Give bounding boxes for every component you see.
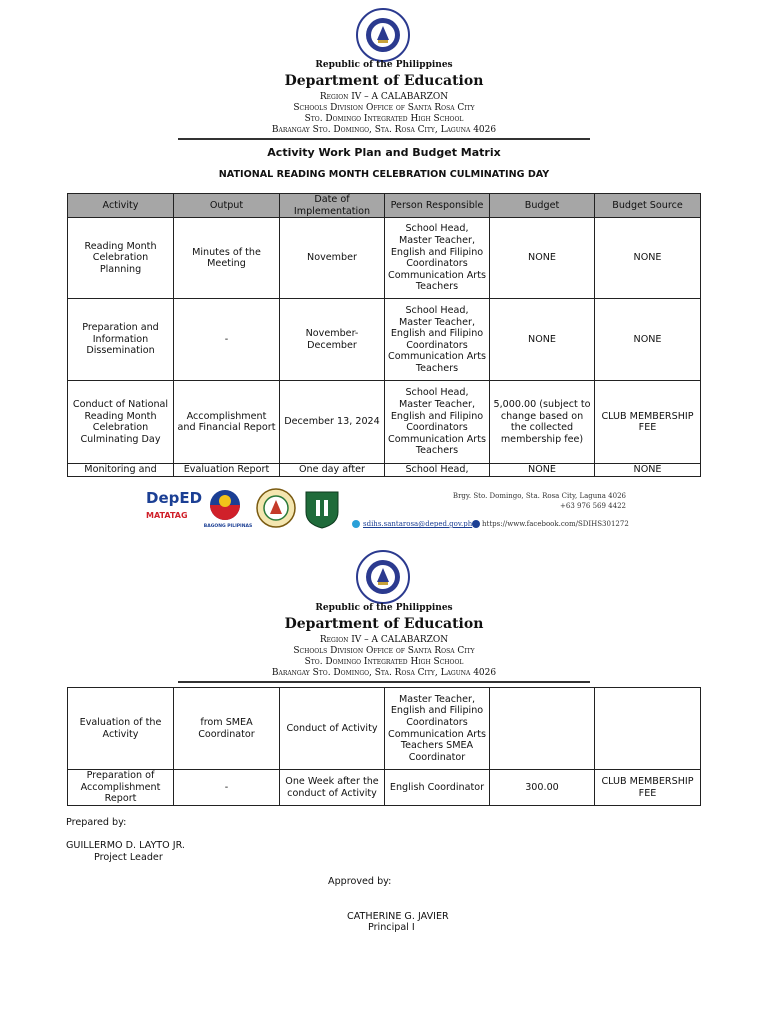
table-row [68,381,701,464]
table-cell: School Head, Master Teacher, English and Filipino Coordinators Communication Arts Teachers [385,299,490,381]
prepared-by-role: Project Leader [94,852,163,863]
table-cell [595,688,701,770]
table-row [68,218,701,299]
table-cell: Monitoring and [68,464,174,477]
doc-subtitle: NATIONAL READING MONTH CELEBRATION CULMINATING DAY [218,169,550,180]
table-cell: Preparation and Information Dissemination [68,299,174,381]
table-cell: December 13, 2024 [280,381,385,464]
budget-matrix-table [67,193,701,477]
table-cell: - [174,299,280,381]
table-cell: Preparation of Accomplishment Report [68,770,174,806]
table-cell: Conduct of National Reading Month Celebration Culminating Day [68,381,174,464]
table-cell: NONE [490,299,595,381]
table-cell: CLUB MEMBERSHIP FEE [595,770,701,806]
approved-by-role: Principal I [368,922,415,933]
deped-logo-text: DepED [146,489,203,507]
table-cell: NONE [595,299,701,381]
col-header-person: Person Responsible [385,194,490,218]
region-line: Region IV – A CALABARZON [319,92,449,102]
table-cell: NONE [490,464,595,477]
table-cell: Minutes of the Meeting [174,218,280,299]
republic-line: Republic of the Philippines [315,603,453,613]
table-cell: November [280,218,385,299]
school-line: Sto. Domingo Integrated High School [304,114,464,124]
table-cell: Conduct of Activity [280,688,385,770]
address-line: Barangay Sto. Domingo, Sta. Rosa City, Laguna 4026 [271,125,497,135]
table-header-row [68,194,701,218]
region-line: Region IV – A CALABARZON [319,635,449,645]
table-cell: November-December [280,299,385,381]
department-line: Department of Education [284,616,484,632]
bagong-pilipinas-icon [206,487,244,523]
table-cell: School Head, Master Teacher, English and Filipino Coordinators Communication Arts Teachers [385,381,490,464]
table-cell [490,688,595,770]
deped-seal-icon [356,8,410,62]
table-cell: School Head, [385,464,490,477]
table-cell: NONE [595,218,701,299]
table-cell: Evaluation of the Activity [68,688,174,770]
table-cell: from SMEA Coordinator [174,688,280,770]
deped-logo [146,489,203,507]
table-cell: NONE [595,464,701,477]
table-cell: Master Teacher, English and Filipino Coordinators Communication Arts Teachers SMEA Coordinator [385,688,490,770]
department-line: Department of Education [284,73,484,89]
division-line: Schools Division Office of Santa Rosa City [293,646,475,656]
prepared-by-name: GUILLERMO D. LAYTO JR. [66,840,185,851]
doc-title: Activity Work Plan and Budget Matrix [267,146,501,159]
table-cell: CLUB MEMBERSHIP FEE [595,381,701,464]
col-header-activity: Activity [68,194,174,218]
prepared-by-label: Prepared by: [66,817,127,828]
division-line: Schools Division Office of Santa Rosa City [293,103,475,113]
footer-facebook[interactable]: https://www.facebook.com/SDIHS301272 [482,520,629,528]
address-line: Barangay Sto. Domingo, Sta. Rosa City, Laguna 4026 [271,668,497,678]
footer-email[interactable]: sdihs.santarosa@deped.gov.ph [363,520,473,528]
col-header-source: Budget Source [595,194,701,218]
school-line: Sto. Domingo Integrated High School [304,657,464,667]
table-cell: One day after [280,464,385,477]
approved-by-name: CATHERINE G. JAVIER [347,911,449,922]
table-cell: Evaluation Report [174,464,280,477]
approved-by-label: Approved by: [328,876,392,887]
table-cell: English Coordinator [385,770,490,806]
table-cell: One Week after the conduct of Activity [280,770,385,806]
table-cell: - [174,770,280,806]
header-divider [178,681,590,683]
table-row [68,299,701,381]
email-icon [352,520,360,528]
school-seal-icon [302,488,342,530]
page-footer [0,484,768,536]
col-header-date: Date of Implementation [280,194,385,218]
table-row [68,464,701,477]
table-cell: Reading Month Celebration Planning [68,218,174,299]
col-header-budget: Budget [490,194,595,218]
col-header-output: Output [174,194,280,218]
bagong-pilipinas-text: BAGONG PILIPINAS [203,524,253,529]
table-row [68,688,701,770]
budget-matrix-table-continued [67,687,701,806]
division-seal-icon [256,488,296,528]
header-divider [178,138,590,140]
deped-seal-icon [356,550,410,604]
table-cell: NONE [490,218,595,299]
facebook-icon [472,520,480,528]
footer-address: Brgy. Sto. Domingo, Sta. Rosa City, Laguna 4026 [452,492,626,500]
table-cell: 5,000.00 (subject to change based on the collected membership fee) [490,381,595,464]
republic-line: Republic of the Philippines [315,60,453,70]
footer-phone: +63 976 569 4422 [560,502,626,510]
table-cell: School Head, Master Teacher, English and Filipino Coordinators Communication Arts Teachers [385,218,490,299]
table-cell: Accomplishment and Financial Report [174,381,280,464]
matatag-logo: MATATAG [146,511,188,520]
table-row [68,770,701,806]
table-cell: 300.00 [490,770,595,806]
